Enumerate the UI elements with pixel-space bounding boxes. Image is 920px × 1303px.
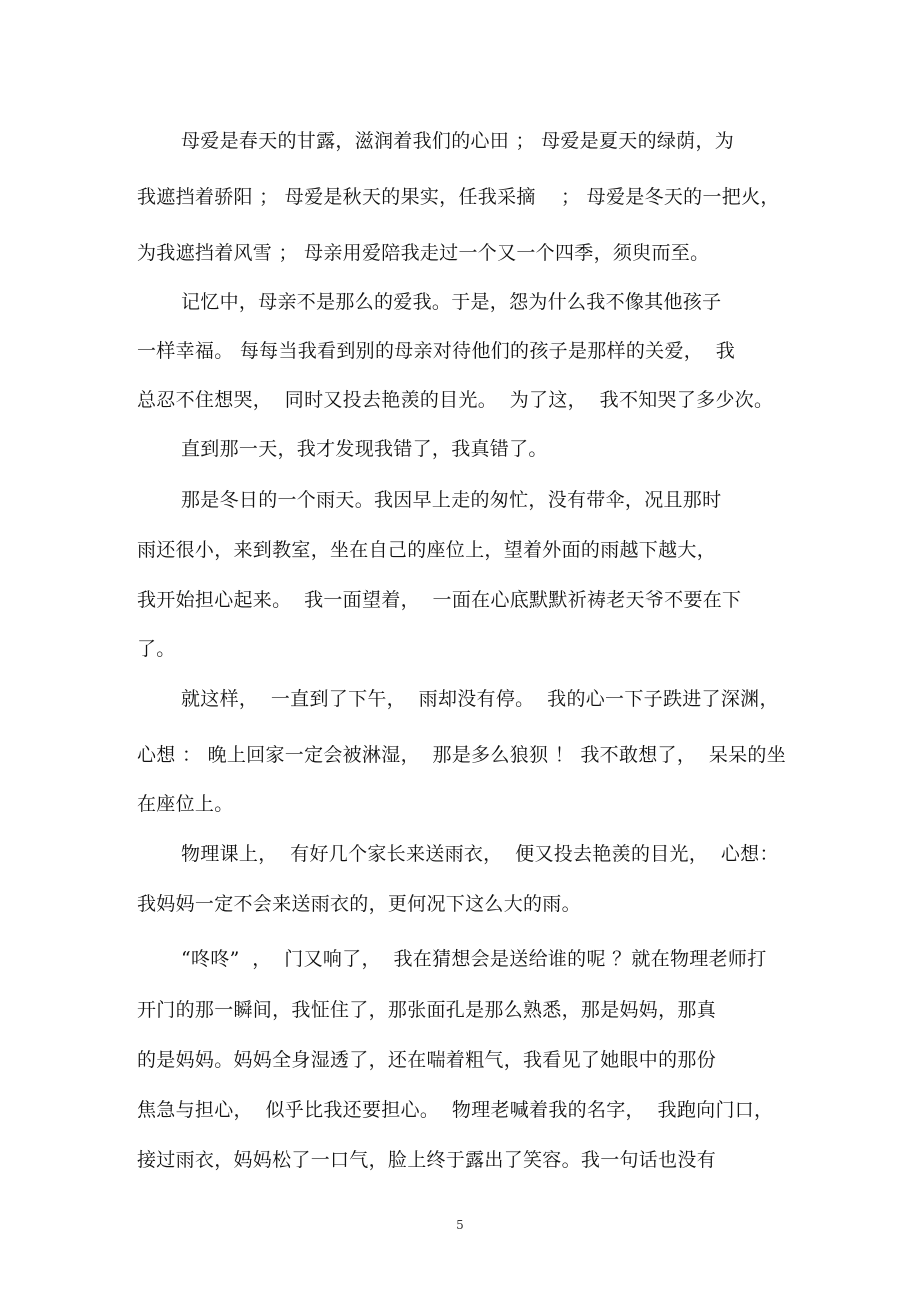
text-line: 焦急与担心， 似乎比我还要担心。 物理老喊着我的名字， 我跑向门口，	[137, 1099, 774, 1121]
text-line: 物理课上， 有好几个家长来送雨衣， 便又投去艳羡的目光， 心想：	[181, 843, 779, 865]
page-number: 5	[456, 1218, 464, 1232]
text-line: 母爱是春天的甘露，滋润着我们的心田 ； 母爱是夏天的绿荫，为	[181, 130, 735, 152]
text-line: 直到那一天，我才发现我错了，我真错了。	[181, 438, 548, 460]
text-line: “咚咚” ， 门又响了， 我在猜想会是送给谁的呢 ？就在物理老师打	[181, 948, 767, 970]
text-line: 在座位上。	[137, 793, 234, 815]
text-line: 就这样， 一直到了下午， 雨却没有停。 我的心一下子跌进了深渊，	[181, 688, 779, 710]
text-line: 雨还很小，来到教室，坐在自己的座位上，望着外面的雨越下越大，	[137, 539, 717, 561]
text-line: 我妈妈一定不会来送雨衣的，更何况下这么大的雨。	[137, 893, 581, 915]
text-line: 心想 ： 晚上回家一定会被淋湿， 那是多么狼狈 ！ 我不敢想了， 呆呆的坐	[137, 744, 787, 766]
text-line: 接过雨衣，妈妈松了一口气，脸上终于露出了笑容。我一句话也没有	[137, 1149, 717, 1171]
text-line: 为我遮挡着风雪 ； 母亲用爱陪我走过一个又一个四季，须臾而至。	[137, 242, 710, 264]
text-line: 开门的那一瞬间，我怔住了，那张面孔是那么熟悉，那是妈妈，那真	[137, 999, 717, 1021]
text-line: 我遮挡着骄阳 ； 母爱是秋天的果实，任我采摘 ； 母爱是冬天的一把火，	[137, 186, 780, 208]
text-line: 我开始担心起来。 我一面望着， 一面在心底默默祈祷老天爷不要在下	[137, 589, 742, 611]
text-line: 了。	[137, 638, 176, 660]
text-line: 一样幸福。 每每当我看到别的母亲对待他们的孩子是那样的关爱， 我	[137, 340, 736, 362]
text-line: 那是冬日的一个雨天。我因早上走的匆忙，没有带伞，况且那时	[181, 489, 722, 511]
text-line: 记忆中，母亲不是那么的爱我。于是，怨为什么我不像其他孩子	[181, 291, 722, 313]
text-line: 的是妈妈。妈妈全身湿透了，还在喘着粗气，我看见了她眼中的那份	[137, 1049, 717, 1071]
text-line: 总忍不住想哭， 同时又投去艳羡的目光。 为了这， 我不知哭了多少次。	[137, 389, 774, 411]
